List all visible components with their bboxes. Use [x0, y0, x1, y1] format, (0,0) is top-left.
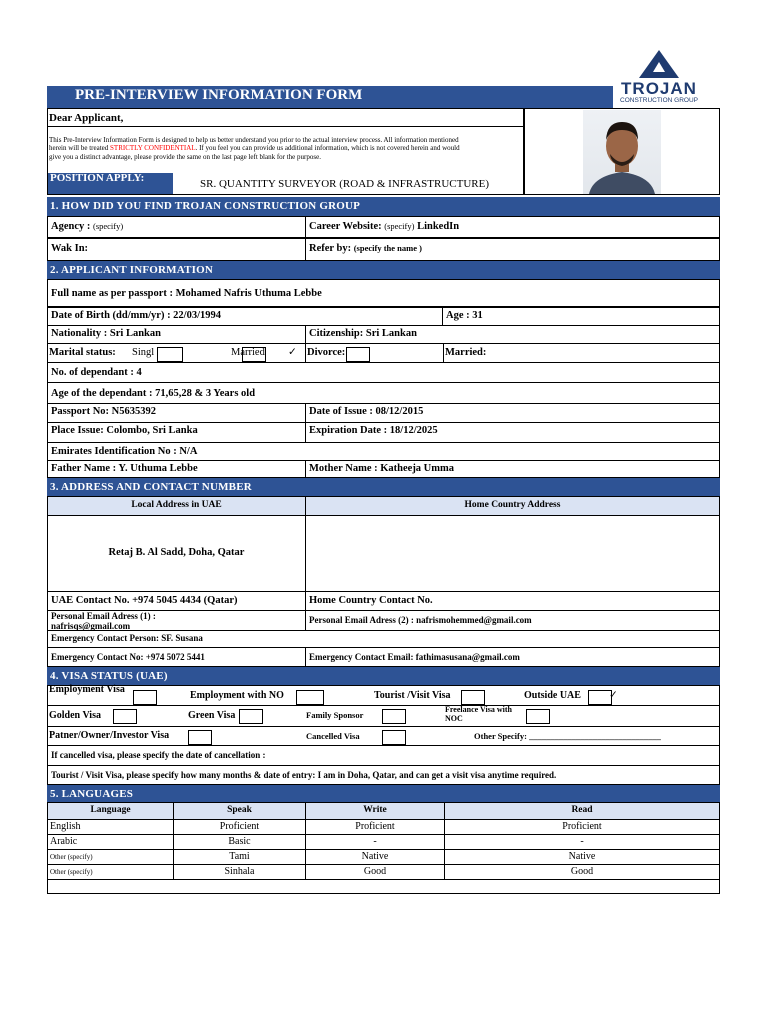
visa-row-divider-1: [47, 705, 720, 706]
father-name-field[interactable]: Father Name : Y. Uthuma Lebbe: [47, 460, 306, 478]
lang-header-speak: Speak: [173, 802, 306, 820]
golden-visa-checkbox[interactable]: [113, 709, 137, 724]
lang-blank-row[interactable]: [47, 879, 720, 894]
issue-date-field[interactable]: Date of Issue : 08/12/2015: [305, 403, 720, 423]
intro-line-2: herein will be treated STRICTLY CONFIDENTIAL. If you feel you can provide us additional information, which is not covered herein and would: [49, 144, 460, 153]
outside-uae-checkmark: ✓: [609, 690, 618, 701]
outside-uae-label: Outside UAE: [524, 690, 581, 701]
nationality-field[interactable]: Nationality : Sri Lankan: [47, 325, 306, 344]
lang-row-1-read[interactable]: Proficient: [444, 819, 720, 835]
lang-row-4-speak[interactable]: Sinhala: [173, 864, 306, 880]
confidential-text: STRICTLY CONFIDENTIAL: [110, 144, 196, 153]
section-3-header: 3. ADDRESS AND CONTACT NUMBER: [47, 478, 720, 496]
lang-header-read: Read: [444, 802, 720, 820]
section-4-header: 4. VISA STATUS (UAE): [47, 667, 720, 685]
emergency-person-field[interactable]: Emergency Contact Person: SF. Susana: [47, 630, 720, 648]
partner-visa-label: Patner/Owner/Investor Visa: [49, 730, 170, 741]
single-checkbox[interactable]: [157, 347, 183, 362]
citizenship-field[interactable]: Citizenship: Sri Lankan: [305, 325, 720, 344]
trojan-mountain-icon: [639, 50, 679, 78]
other-specify-field[interactable]: Other Specify: _______________________________: [474, 731, 661, 741]
section-1-header: 1. HOW DID YOU FIND TROJAN CONSTRUCTION GROUP: [47, 197, 720, 216]
divorce-checkbox[interactable]: [346, 347, 370, 362]
section-2-header: 2. APPLICANT INFORMATION: [47, 261, 720, 279]
emirates-id-field[interactable]: Emirates Identification No : N/A: [47, 442, 720, 461]
marital-status-label: Marital status:: [49, 347, 116, 358]
email-1-label: Personal Email Adress (1) :: [51, 611, 156, 621]
family-sponsor-checkbox[interactable]: [382, 709, 406, 724]
dear-applicant: Dear Applicant,: [49, 112, 124, 124]
logo: [616, 50, 702, 106]
employment-noc-checkbox[interactable]: [296, 690, 324, 705]
refer-by-field[interactable]: Refer by: (specify the name ): [305, 238, 720, 261]
walk-in-field[interactable]: Wak In:: [47, 238, 306, 261]
married-checkbox[interactable]: [242, 347, 266, 362]
visa-row-divider-2: [47, 726, 720, 727]
logo-subtitle: CONSTRUCTION GROUP: [620, 97, 698, 104]
green-visa-label: Green Visa: [188, 710, 236, 721]
uae-contact-field[interactable]: UAE Contact No. +974 5045 4434 (Qatar): [47, 591, 306, 611]
full-name-field[interactable]: Full name as per passport : Mohamed Nafris Uthuma Lebbe: [47, 279, 720, 307]
lang-row-2-write[interactable]: -: [305, 834, 445, 850]
section-5-header: 5. LANGUAGES: [47, 785, 720, 802]
married-label: Married: [231, 347, 265, 358]
dear-divider: [47, 126, 524, 127]
local-address-field[interactable]: Retaj B. Al Sadd, Doha, Qatar: [47, 515, 306, 592]
intro-line-3: give you a distinct advantage, please provide the same on the last page left blank for the purpose.: [49, 152, 321, 161]
agency-field[interactable]: Agency : (specify): [47, 216, 306, 238]
home-address-header: Home Country Address: [305, 496, 720, 516]
email-1-value: nafrisqs@gmail.com: [51, 621, 131, 631]
logo-name: TROJAN: [621, 79, 697, 98]
place-issue-field[interactable]: Place Issue: Colombo, Sri Lanka: [47, 422, 306, 443]
lang-row-3-speak[interactable]: Tami: [173, 849, 306, 865]
applicant-photo: [583, 110, 661, 194]
green-visa-checkbox[interactable]: [239, 709, 263, 724]
lang-header-write: Write: [305, 802, 445, 820]
lang-row-1-speak[interactable]: Proficient: [173, 819, 306, 835]
email-2-field[interactable]: Personal Email Adress (2) : nafrismohemmed@gmail.com: [305, 610, 720, 631]
divorce-label: Divorce:: [307, 347, 346, 358]
intro-text: [49, 136, 521, 161]
employment-visa-label: Employment Visa: [49, 684, 125, 695]
lang-row-3-read[interactable]: Native: [444, 849, 720, 865]
lang-row-1-write[interactable]: Proficient: [305, 819, 445, 835]
career-website-field[interactable]: Career Website: (specify) LinkedIn: [305, 216, 720, 238]
lang-row-4-language[interactable]: Other (specify): [47, 864, 174, 880]
tourist-entry-field[interactable]: Tourist / Visit Visa, please specify how many months & date of entry: I am in Doha, Qatar, and can get a visit visa anytime required.: [47, 765, 720, 785]
position-value[interactable]: SR. QUANTITY SURVEYOR (ROAD & INFRASTRUCTURE): [200, 178, 490, 190]
age-field[interactable]: Age : 31: [442, 307, 720, 326]
employment-visa-checkbox[interactable]: [133, 690, 157, 705]
mother-name-field[interactable]: Mother Name : Katheeja Umma: [305, 460, 720, 478]
home-contact-field[interactable]: Home Country Contact No.: [305, 591, 720, 611]
cancellation-date-field[interactable]: If cancelled visa, please specify the date of cancellation :: [47, 745, 720, 766]
lang-row-1-language[interactable]: English: [47, 819, 174, 835]
cancelled-visa-checkbox[interactable]: [382, 730, 406, 745]
lang-header-language: Language: [47, 802, 174, 820]
married-checkmark: ✓: [288, 347, 297, 358]
golden-visa-label: Golden Visa: [49, 710, 101, 721]
lang-row-2-language[interactable]: Arabic: [47, 834, 174, 850]
lang-row-3-language[interactable]: Other (specify): [47, 849, 174, 865]
tourist-visa-label: Tourist /Visit Visa: [374, 690, 451, 701]
cancelled-visa-label: Cancelled Visa: [306, 731, 360, 741]
position-label: POSITION APPLY:: [50, 172, 145, 184]
intro-line-1: This Pre-Interview Information Form is designed to help us better understand you prior to the actual interview process. All information mentioned: [49, 136, 459, 144]
married2-label: Married:: [445, 347, 487, 358]
dependants-field[interactable]: No. of dependant : 4: [47, 362, 720, 383]
employment-noc-label: Employment with NO: [190, 690, 284, 701]
form-title: PRE-INTERVIEW INFORMATION FORM: [75, 87, 363, 103]
dependant-age-field[interactable]: Age of the dependant : 71,65,28 & 3 Years old: [47, 382, 720, 404]
freelance-visa-checkbox[interactable]: [526, 709, 550, 724]
lang-row-3-write[interactable]: Native: [305, 849, 445, 865]
applicant-portrait-icon: [583, 110, 661, 194]
home-address-field[interactable]: [305, 515, 720, 592]
tourist-visa-checkbox[interactable]: [461, 690, 485, 705]
local-address-header: Local Address in UAE: [47, 496, 306, 516]
email-1-field[interactable]: [47, 610, 306, 631]
expiry-field[interactable]: Expiration Date : 18/12/2025: [305, 422, 720, 443]
lang-row-2-read[interactable]: -: [444, 834, 720, 850]
passport-field[interactable]: Passport No: N5635392: [47, 403, 306, 423]
lang-row-4-read[interactable]: Good: [444, 864, 720, 880]
emergency-email-field[interactable]: Emergency Contact Email: fathimasusana@gmail.com: [305, 647, 720, 667]
family-sponsor-label: Family Sponsor: [306, 710, 364, 720]
dob-field[interactable]: Date of Birth (dd/mm/yr) : 22/03/1994: [47, 307, 443, 326]
freelance-visa-label: Freelance Visa with NOC: [445, 705, 512, 723]
lang-row-2-speak[interactable]: Basic: [173, 834, 306, 850]
single-label: Singl: [132, 347, 155, 358]
emergency-number-field[interactable]: Emergency Contact No: +974 5072 5441: [47, 647, 306, 667]
lang-row-4-write[interactable]: Good: [305, 864, 445, 880]
partner-visa-checkbox[interactable]: [188, 730, 212, 745]
